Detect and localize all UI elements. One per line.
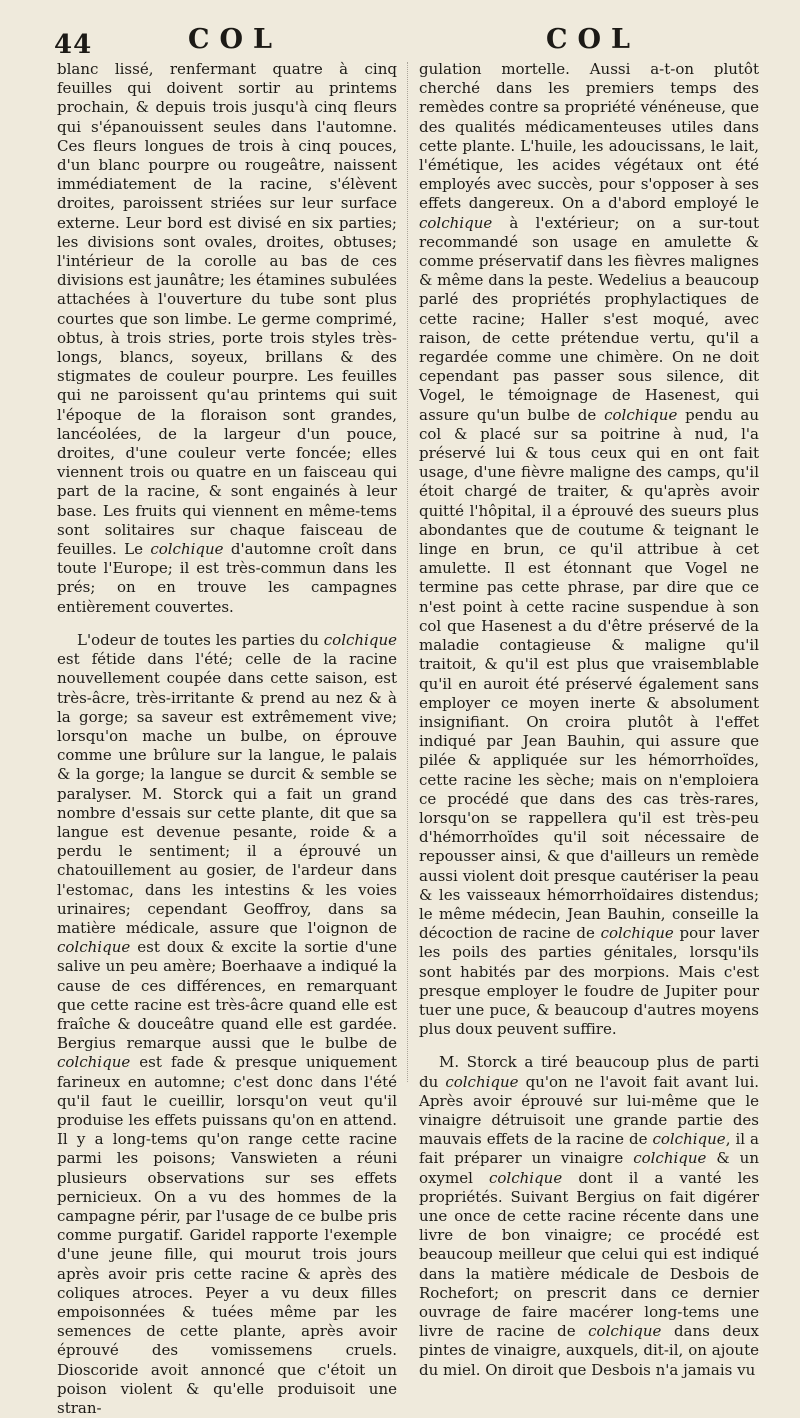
left-paragraph-1: blanc lissé, renfermant quatre à cinq feuilles qui doivent sortir au printems prochain, & depuis trois jusqu'à cinq fleurs qui s'épanouissent seules dans l'automne. Ces fleurs longues de trois à cinq pouces, d'un blanc pourpre ou rougeâtre, naissent immédiatement de la racine, s'élèvent droites, paroissent striées sur leur surface externe. Leur bord est divisé en six parties; les divisions sont ovales, droites, obtuses; l'intérieur de la corolle au bas de ces divisions est jaunâtre; les étamines subulées attachées à l'ouverture du tube sont plus courtes que son limbe. Le germe comprimé, obtus, à trois stries, porte trois styles très-longs, blancs, soyeux, brillans & des stigmates de couleur pourpre. Les feuilles qui ne paroissent qu'au printems qui suit l'époque de la floraison sont grandes, lancéolées, de la largeur d'un pouce, droites, d'une couleur verte foncée; elles viennent trois ou quatre en un faisceau qui part de la racine, & sont engainés à leur base. Les fruits qui viennent en même-tems sont solitaires sur chaque faisceau de feuilles. Le colchique d'automne croît dans toute l'Europe; il est très-commun dans les prés; on en trouve les campagnes entièrement couvertes. <box>57 60 397 616</box>
left-paragraph-2: L'odeur de toutes les parties du colchique est fétide dans l'été; celle de la racine nouvellement coupée dans cette saison, est très-âcre, très-irritante & prend au nez & à la gorge; sa saveur est extrêmement vive; lorsqu'on mache un bulbe, on éprouve comme une brûlure sur la langue, le palais & la gorge; la langue se durcit & semble se paralyser. M. Storck qui a fait un grand nombre d'essais sur cette plante, dit que sa langue est devenue pesante, roide & a perdu le sentiment; il a éprouvé un chatouillement au gosier, de l'ardeur dans l'estomac, dans les intestins & les voies urinaires; cependant Geoffroy, dans sa matière médicale, assure que l'oignon de colchique est doux & excite la sortie d'une salive un peu amère; Boerhaave a indiqué la cause de ces différences, en remarquant que cette racine est très-âcre quand elle est fraîche & douceâtre quand elle est gardée. Bergius remarque aussi que le bulbe de colchique est fade & presque uniquement farineux en automne; c'est donc dans l'été qu'il faut le cueillir, lorsqu'on veut qu'il produise les effets puissans qu'on en attend. Il y a long-tems qu'on range cette racine parmi les poisons; Vanswieten a réuni plusieurs observations sur ses effets pernicieux. On a vu des hommes de la campagne périr, par l'usage de ce bulbe pris comme purgatif. Garidel rapporte l'exemple d'une jeune fille, qui mourut trois jours après avoir pris cette racine & après des coliques atroces. Peyer a vu deux filles empoisonnées & tuées même par les semences de cette plante, après avoir éprouvé des vomissemens cruels. Dioscoride avoit annoncé que c'étoit un poison violent & qu'elle produisoit une stran- <box>57 630 397 1418</box>
right-column <box>419 60 759 1380</box>
page-number: 44 <box>54 30 93 60</box>
running-head-right: COL <box>546 24 640 55</box>
right-paragraph-1: gulation mortelle. Aussi a-t-on plutôt cherché dans les premiers temps des remèdes contre sa propriété vénéneuse, que des qualités médicamenteuses utiles dans cette plante. L'huile, les adoucissans, le lait, l'émétique, les acides végétaux ont été employés avec succès, pour s'opposer à ses effets dangereux. On a d'abord employé le colchique à l'extérieur; on a sur-tout recommandé son usage en amulette & comme préservatif dans les fièvres malignes & même dans la peste. Wedelius a beaucoup parlé des propriétés prophylactiques de cette racine; Haller s'est moqué, avec raison, de cette prétendue vertu, qu'il a regardée comme une chimère. On ne doit cependant pas passer sous silence, dit Vogel, le témoignage de Hasenest, qui assure qu'un bulbe de colchique pendu au col & placé sur sa poitrine à nud, l'a préservé lui & tous ceux qui en ont fait usage, d'une fièvre maligne des camps, qu'il étoit chargé de traiter, & qu'après avoir quitté l'hôpital, il a éprouvé des sueurs plus abondantes que de coutume & teignant le linge en brun, ce qu'il attribue à cet amulette. Il est étonnant que Vogel ne termine pas cette phrase, par dire que ce n'est point à cette racine suspendue à son col que Hasenest a du d'être préservé de la maladie contagieuse & maligne qu'il traitoit, & qu'il est plus que vraisemblable qu'il en auroit été préservé également sans employer ce moyen inerte & absolument insignifiant. On croira plutôt à l'effet indiqué par Jean Bauhin, qui assure que pilée & appliquée sur les hémorrhoïdes, cette racine les sèche; mais on n'emploiera ce procédé que dans des cas très-rares, lorsqu'on se rappellera qu'il est très-peu d'hémorrhoïdes qu'il soit nécessaire de repousser ainsi, & que d'ailleurs un remède aussi violent doit presque cautériser la peau & les vaisseaux hémorrhoïdaires distendus; le même médecin, Jean Bauhin, conseille la décoction de racine de colchique pour laver les poils des parties génitales, lorsqu'ils sont habités par des morpions. Mais c'est presque employer le foudre de Jupiter pour tuer une puce, & beaucoup d'autres moyens plus doux peuvent suffire. <box>419 60 759 1039</box>
column-divider <box>407 62 408 1082</box>
right-paragraph-2: M. Storck a tiré beaucoup plus de parti du colchique qu'on ne l'avoit fait avant lui. Après avoir éprouvé sur lui-même que le vinaigre détruisoit une grande partie des mauvais effets de la racine de colchique, il a fait préparer un vinaigre colchique & un oxymel colchique dont il a vanté les propriétés. Suivant Bergius on fait digérer une once de cette racine récente dans une livre de bon vinaigre; ce procédé est beaucoup meilleur que celui qui est indiqué dans la matière médicale de Desbois de Rochefort; on prescrit dans ce dernier ouvrage de faire macérer long-tems une livre de racine de colchique dans deux pintes de vinaigre, auxquels, dit-il, on ajoute du miel. On diroit que Desbois n'a jamais vu <box>419 1053 760 1379</box>
running-head-left: COL <box>188 24 282 55</box>
left-column <box>57 60 397 1418</box>
